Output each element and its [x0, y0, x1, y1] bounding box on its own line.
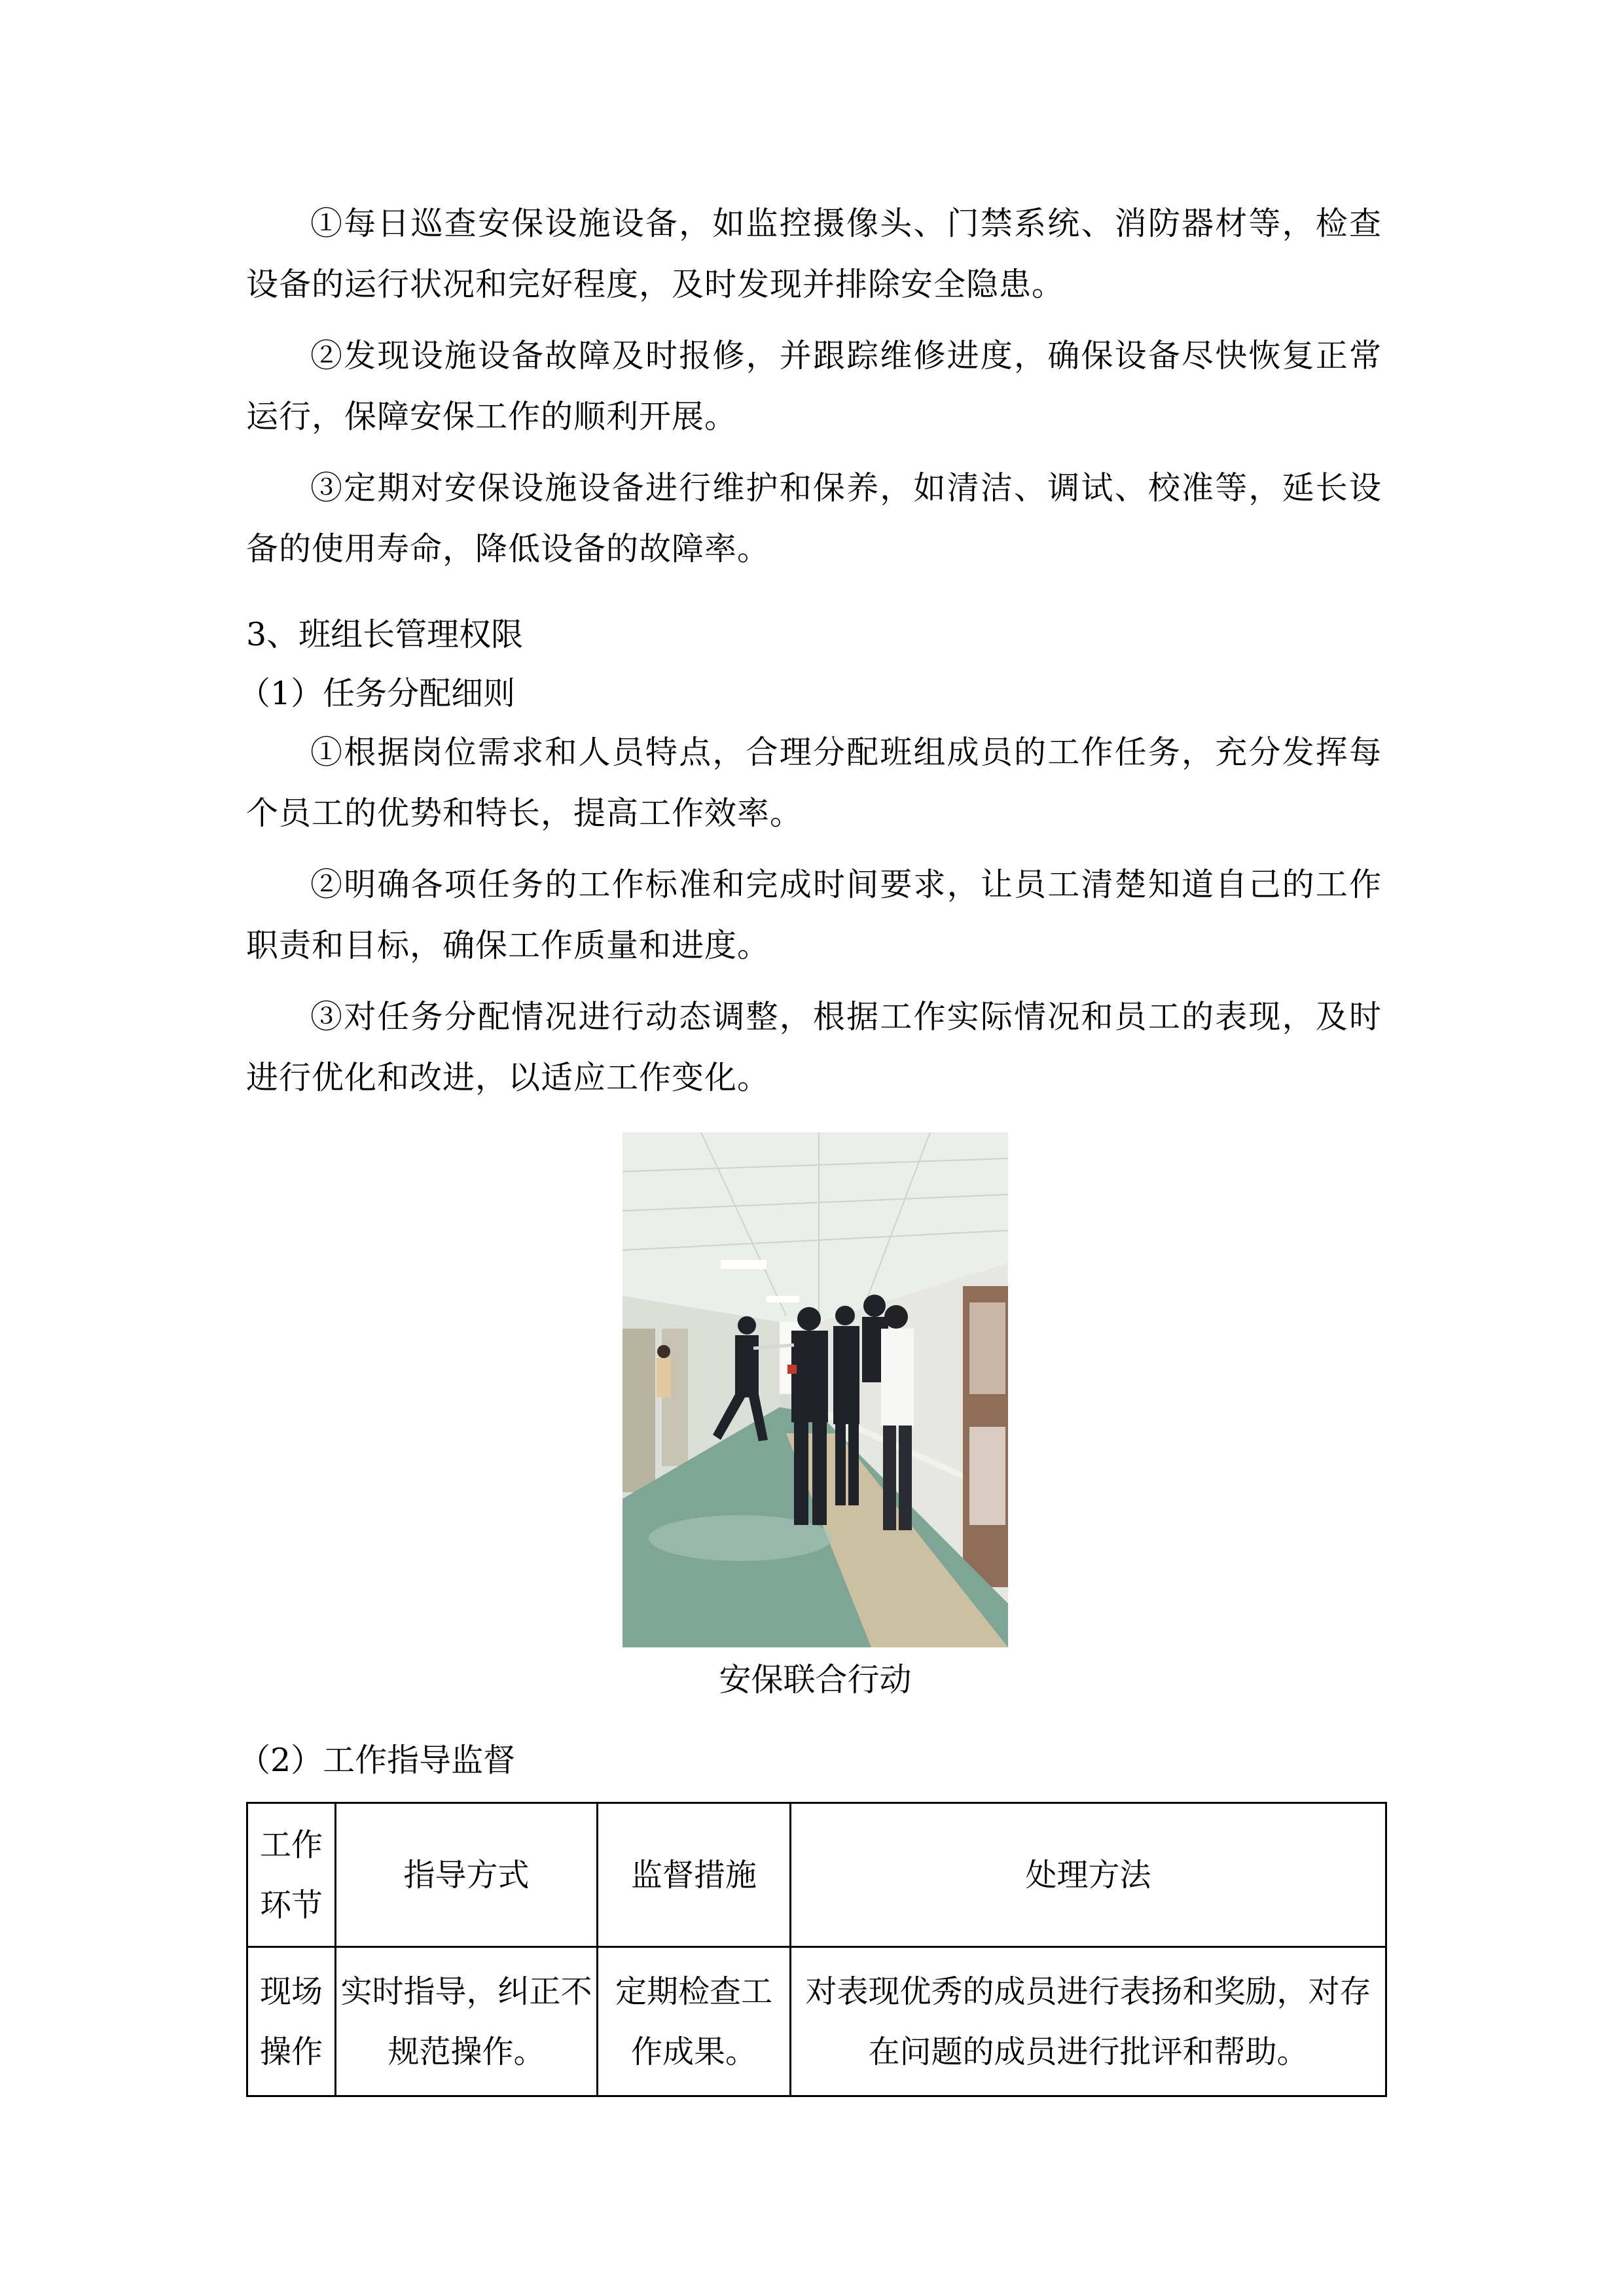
- table-header-row: [247, 1803, 1386, 1947]
- paragraph-task-1: ①根据岗位需求和人员特点，合理分配班组成员的工作任务，充分发挥每个员工的优势和特长，提高工作效率。: [246, 734, 1382, 832]
- paragraph-task-2: ②明确各项任务的工作标准和完成时间要求，让员工清楚知道自己的工作职责和目标，确保工作质量和进度。: [246, 866, 1382, 964]
- paragraph-repair: ②发现设施设备故障及时报修，并跟踪维修进度，确保设备尽快恢复正常运行，保障安保工作的顺利开展。: [246, 337, 1382, 435]
- paragraph-maintenance: ③定期对安保设施设备进行维护和保养，如清洁、调试、校准等，延长设备的使用寿命，降低设备的故障率。: [246, 469, 1382, 567]
- paragraph-task-3: ③对任务分配情况进行动态调整，根据工作实际情况和员工的表现，及时进行优化和改进，以适应工作变化。: [246, 998, 1382, 1096]
- paragraph-inspection: ①每日巡查安保设施设备，如监控摄像头、门禁系统、消防器材等，检查设备的运行状况和完好程度，及时发现并排除安全隐患。: [246, 205, 1382, 303]
- table-row: [247, 1947, 1386, 2096]
- table-cell: 对表现优秀的成员进行表扬和奖励，对存在问题的成员进行批评和帮助。: [791, 1947, 1386, 2096]
- security-drill-photo: [623, 1132, 1008, 1647]
- table-header-cell: 指导方式: [336, 1803, 598, 1947]
- table-cell: 定期检查工作成果。: [598, 1947, 791, 2096]
- subsection-heading-task: （1）任务分配细则: [238, 675, 516, 712]
- photo-caption: 安保联合行动: [719, 1661, 912, 1698]
- guidance-table: [246, 1802, 1387, 2097]
- section-heading: 3、班组长管理权限: [246, 616, 524, 653]
- table-header-cell: 工作环节: [247, 1803, 336, 1947]
- table-header-cell: 监督措施: [598, 1803, 791, 1947]
- table-cell: 实时指导，纠正不规范操作。: [336, 1947, 598, 2096]
- subsection-heading-guidance: （2）工作指导监督: [238, 1742, 516, 1779]
- table-header-cell: 处理方法: [791, 1803, 1386, 1947]
- table-cell: 现场操作: [247, 1947, 336, 2096]
